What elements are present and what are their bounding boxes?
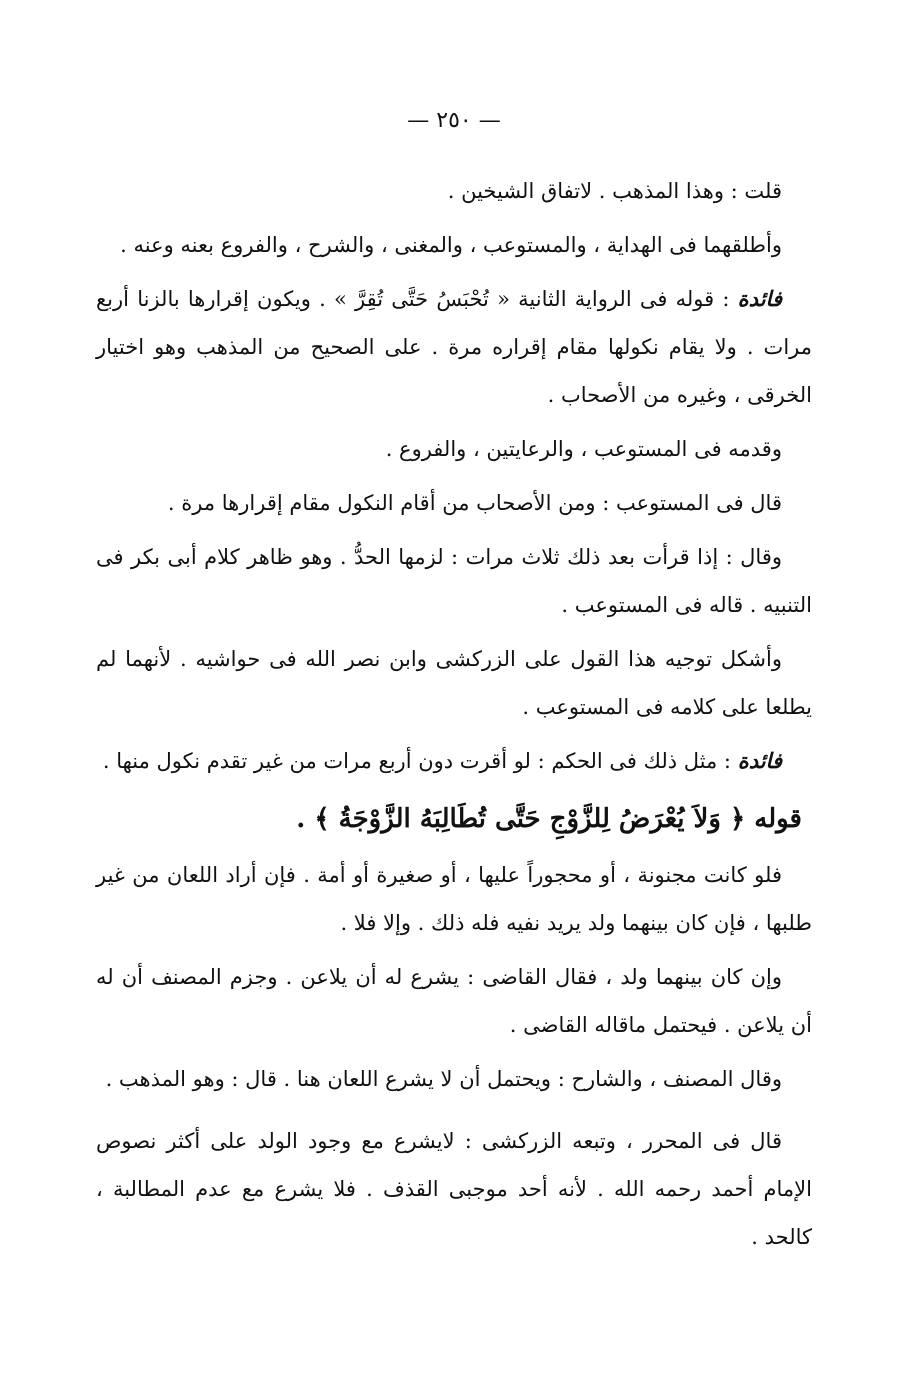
paragraph: وقال المصنف ، والشارح : ويحتمل أن لا يشرع اللعان هنا . قال : وهو المذهب . — [105, 1067, 782, 1091]
paragraph-label: فائدة — [737, 286, 782, 311]
paragraph — [96, 425, 812, 473]
body-text — [96, 167, 812, 785]
section-heading: قوله ﴿ وَلاَ يُعْرَضُ لِلزَّوْجِ حَتَّى تُطَالِبَهُ الزَّوْجَةُ ﴾ . — [296, 804, 802, 834]
paragraph-text: قلت : وهذا المذهب . لاتفاق الشيخين . — [447, 179, 782, 203]
paragraph-text: وقدمه فى المستوعب ، والرعايتين ، والفروع . — [385, 437, 782, 461]
paragraph: وإن كان بينهما ولد ، فقال القاضى : يشرع له أن يلاعن . وجزم المصنف أن له أن يلاعن . فيحتمل ماقاله القاضى . — [96, 965, 812, 1037]
paragraph-text: وأشكل توجيه هذا القول على الزركشى وابن نصر الله فى حواشيه . لأنهما لم يطلعا على كلامه فى المستوعب . — [96, 647, 812, 719]
paragraph — [96, 275, 812, 419]
paragraph — [96, 167, 812, 215]
paragraph — [96, 635, 812, 731]
paragraph — [96, 479, 812, 527]
paragraph-text: وأطلقهما فى الهداية ، والمستوعب ، والمغنى ، والشرح ، والفروع بعنه وعنه . — [120, 233, 782, 257]
paragraph-text: قال فى المستوعب : ومن الأصحاب من أقام النكول مقام إقرارها مرة . — [167, 491, 782, 515]
paragraph-label: فائدة — [737, 748, 782, 773]
paragraph: فلو كانت مجنونة ، أو محجوراً عليها ، أو صغيرة أو أمة . فإن أراد اللعان من غير طلبها ، فإن كان بينهما ولد يريد نفيه فله ذلك . وإلا فلا . — [96, 863, 812, 935]
paragraph-text: : قوله فى الرواية الثانية « تُحْبَسُ حَتَّى تُقِرَّ » . ويكون إقرارها بالزنا أربع مرات . ولا يقام نكولها مقام إقراره مرة . على الصحيح من المذهب وهو اختيار الخرقى ، وغيره من الأصحاب . — [96, 287, 812, 407]
page-number: — ٢٥٠ — — [407, 108, 501, 133]
paragraph: قال فى المحرر ، وتبعه الزركشى : لايشرع مع وجود الولد على أكثر نصوص الإمام أحمد رحمه الله . لأنه أحد موجبى القذف . فلا يشرع مع عدم المطالبة ، كالحد . — [96, 1129, 812, 1249]
paragraph-text: وقال : إذا قرأت بعد ذلك ثلاث مرات : لزمها الحدُّ . وهو ظاهر كلام أبى بكر فى التنبيه . قاله فى المستوعب . — [96, 545, 812, 617]
paragraph — [96, 533, 812, 629]
paragraph-text: : مثل ذلك فى الحكم : لو أقرت دون أربع مرات من غير تقدم نكول منها . — [102, 749, 731, 773]
paragraph — [96, 737, 812, 785]
paragraph — [96, 221, 812, 269]
body-text-2 — [96, 851, 812, 1261]
